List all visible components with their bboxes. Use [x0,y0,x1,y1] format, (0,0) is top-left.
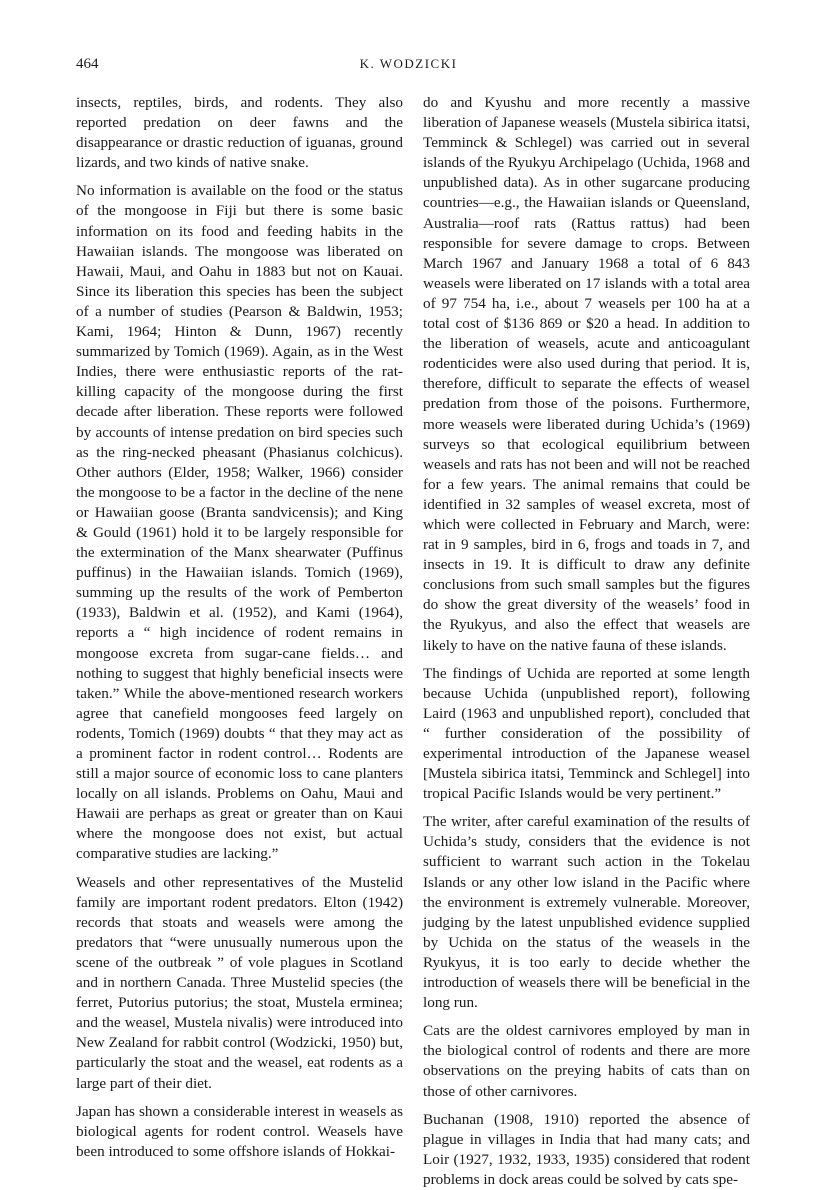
page-number: 464 [76,56,99,72]
right-column [423,93,750,1190]
paragraph: Japan has shown a considerable interest in weasels as biological agents for rodent control. Weasels have been introduced to some offshore islands of Hokkai- [76,1102,403,1160]
paragraph: The findings of Uchida are reported at some length because Uchida (unpublished report), following Laird (1963 and unpublished report), concluded that “ further consideration of the possibility of experimental introduction of the Japanese weasel [Mustela sibirica itatsi, Temminck and Schlegel] into tropical Pacific Islands would be very pertinent.” [423,664,750,803]
paragraph: Buchanan (1908, 1910) reported the absence of plague in villages in India that had many cats; and Loir (1927, 1932, 1933, 1935) considered that rodent problems in dock areas could be solved by cats spe- [423,1110,750,1188]
running-head-author: K. WODZICKI [359,56,458,71]
paragraph: The writer, after careful examination of the results of Uchida’s study, considers that the evidence is not sufficient to warrant such action in the Tokelau Islands or any other low island in the Pacific where the environment is extremely vulnerable. Moreover, judging by the latest unpublished evidence supplied by Uchida on the status of the weasels in the Ryukyus, it is too early to decide whether the introduction of weasels there will be beneficial in the long run. [423,813,750,1012]
left-column [76,93,403,1162]
paragraph: insects, reptiles, birds, and rodents. They also reported predation on deer fawns and the disappearance or drastic reduction of iguanas, ground lizards, and two kinds of native snake. [76,94,403,172]
paragraph: Weasels and other representatives of the Mustelid family are important rodent predators. Elton (1942) records that stoats and weasels were among the predators that “were unusually numerous upon the scene of the outbreak ” of vole plagues in Scotland and in northern Canada. Three Mustelid species (the ferret, Putorius putorius; the stoat, Mustela erminea; and the weasel, Mustela nivalis) were introduced into New Zealand for rabbit control (Wodzicki, 1950) but, particularly the stoat and the weasel, eat rodents as a large part of their diet. [76,873,403,1092]
paragraph: No information is available on the food or the status of the mongoose in Fiji but there is some basic information on its food and feeding habits in the Hawaiian islands. The mongoose was liberated on Hawaii, Maui, and Oahu in 1883 but not on Kauai. Since its liberation this species has been the subject of a number of studies (Pearson & Baldwin, 1953; Kami, 1964; Hinton & Dunn, 1967) recently summarized by Tomich (1969). Again, as in the West Indies, there were enthusiastic reports of the rat-killing capacity of the mongoose during the first decade after liberation. These reports were followed by accounts of intense predation on bird species such as the ring-necked pheasant (Phasianus colchicus). Other authors (Elder, 1958; Walker, 1966) consider the mongoose to be a factor in the decline of the nene or Hawaiian goose (Branta sandvicensis); and King & Gould (1961) hold it to be largely responsible for the extermination of the Manx shearwater (Puffinus puffinus) in the Hawaiian islands. Tomich (1969), summing up the results of the work of Pemberton (1933), Baldwin et al. (1952), and Kami (1964), reports a “ high incidence of rodent remains in mongoose excreta from sugar-cane fields… and nothing to suggest that highly beneficial insects were taken.” While the above-mentioned research workers agree that canefield mongooses feed largely on rodents, Tomich (1969) doubts “ that they may act as a prominent factor in rodent control… Rodents are still a major source of economic loss to cane planters locally on all islands. Problems on Oahu, Maui and Hawaii are perhaps as great or greater than on Kaui where the mongoose does not exist, but actual comparative studies are lacking.” [76,182,403,863]
paragraph: Cats are the oldest carnivores employed by man in the biological control of rodents and there are more observations on the preying habits of cats than on those of other carnivores. [423,1022,750,1100]
page-header [76,56,741,76]
paragraph: do and Kyushu and more recently a massive liberation of Japanese weasels (Mustela sibirica itatsi, Temminck & Schlegel) was carried out in several islands of the Ryukyu Archipelago (Uchida, 1968 and unpublished data). As in other sugarcane producing countries—e.g., the Hawaiian islands or Queensland, Australia—roof rats (Rattus rattus) had been responsible for severe damage to crops. Between March 1967 and January 1968 a total of 6 843 weasels were liberated on 17 islands with a total area of 97 754 ha, i.e., about 7 weasels per 100 ha at a total cost of $136 869 or $20 a head. In addition to the liberation of weasels, acute and anticoagulant rodenticides were also used during that period. It is, therefore, difficult to separate the effects of weasel predation from those of the poisons. Furthermore, more weasels were liberated during Uchida’s (1969) surveys so that ecological equilibrium between weasels and rats has not been and will not be reached for a few years. The animal remains that could be identified in 32 samples of weasel excreta, most of which were collected in February and March, were: rat in 9 samples, bird in 6, frogs and toads in 7, and insects in 19. It is difficult to draw any definite conclusions from such small samples but the figures do show the great diversity of the weasels’ food in the Ryukyus, and also the effect that weasels are likely to have on the native fauna of these islands. [423,94,750,654]
